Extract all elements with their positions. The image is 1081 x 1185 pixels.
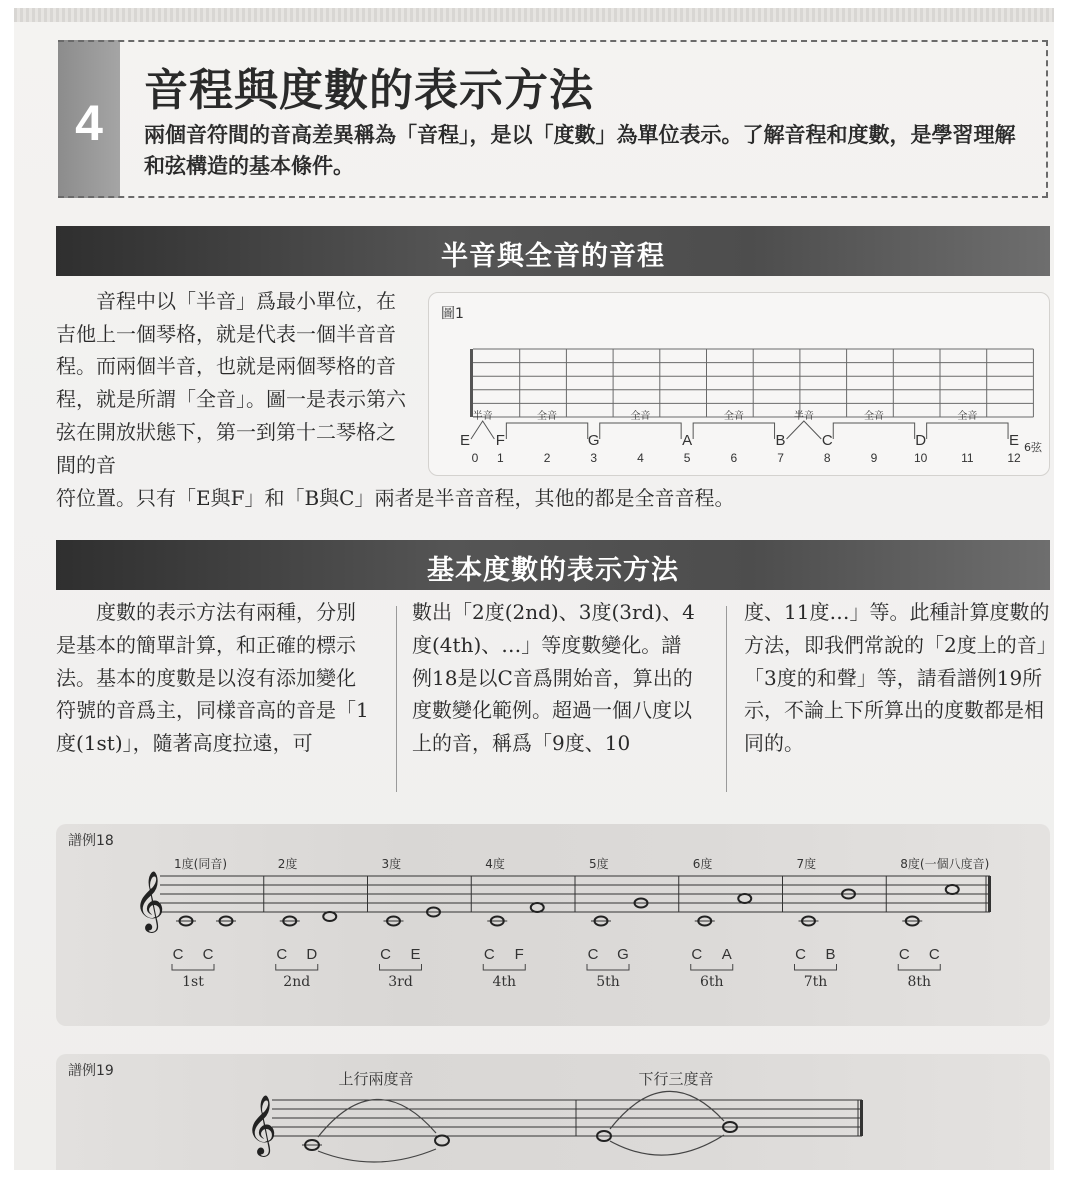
fret-number: 7 bbox=[777, 451, 784, 465]
fretboard-nut bbox=[470, 349, 473, 417]
page-title: 音程與度數的表示方法 bbox=[144, 65, 594, 116]
figure-1-label: 圖1 bbox=[441, 306, 464, 322]
interval-label: 全音 bbox=[957, 411, 978, 422]
fret-number: 0 bbox=[471, 451, 479, 465]
interval-bracket bbox=[172, 964, 214, 970]
whole-note bbox=[738, 894, 751, 903]
ordinal-label: 7th bbox=[803, 974, 828, 990]
ordinal-label: 5th bbox=[596, 974, 620, 990]
top-band bbox=[14, 8, 1054, 22]
fret-number: 11 bbox=[961, 451, 974, 465]
note-name: C bbox=[202, 946, 214, 963]
figure-1 bbox=[428, 292, 1050, 476]
score-example-18 bbox=[56, 824, 1050, 1026]
note-letter: E bbox=[459, 432, 471, 449]
degree-label: 4度 bbox=[485, 857, 505, 871]
section-bar-semitone bbox=[56, 226, 1050, 276]
note-letter: B bbox=[775, 432, 786, 449]
semitone-paragraph: 音程中以「半音」爲最小單位，在吉他上一個琴格，就是代表一個半音音程。而兩個半音，也就是兩個琴格的音程，就是所謂「全音」。圖一是表示第六弦在開放狀態下，第一到第十二琴格之間的音 bbox=[56, 289, 406, 477]
note-name: G bbox=[617, 946, 629, 963]
fret-number: 2 bbox=[543, 451, 551, 465]
ordinal-label: 6th bbox=[699, 974, 724, 990]
interval-bracket bbox=[483, 964, 525, 970]
degrees-column-2: 數出「2度(2nd)、3度(3rd)、4度(4th)、…」等度數變化。譜例18是以C音爲開始音，算出的度數變化範例。超過一個八度以上的音，稱爲「9度、10 bbox=[412, 600, 695, 756]
upper-label: 下行三度音 bbox=[638, 1070, 714, 1088]
note-name: B bbox=[825, 946, 836, 963]
degree-label: 6度 bbox=[692, 857, 713, 871]
fret-number: 5 bbox=[683, 451, 691, 465]
note-letter: C bbox=[821, 432, 833, 449]
degree-label: 2度 bbox=[277, 857, 298, 871]
fret-number: 4 bbox=[637, 451, 644, 465]
interval-bracket bbox=[276, 964, 318, 970]
fret-number: 9 bbox=[870, 451, 878, 465]
semitone-bracket bbox=[787, 421, 822, 439]
interval-label: 半音 bbox=[793, 411, 814, 422]
interval-bracket bbox=[587, 964, 629, 970]
note-name: F bbox=[514, 946, 524, 963]
interval-bracket bbox=[691, 964, 733, 970]
final-bar-thick bbox=[860, 1100, 863, 1136]
interval-bracket bbox=[898, 964, 940, 970]
whole-note bbox=[435, 1136, 449, 1146]
note-name: C bbox=[483, 946, 495, 963]
fret-number: 1 bbox=[497, 451, 504, 465]
semitone-paragraph-end: 符位置。只有「E與F」和「B與C」兩者是半音音程，其他的都是全音音程。 bbox=[56, 486, 735, 510]
fret-number: 6 bbox=[730, 451, 738, 465]
degree-label: 1度(同音) bbox=[174, 857, 227, 871]
interval-label: 全音 bbox=[723, 411, 744, 422]
treble-clef-icon: 𝄞 bbox=[134, 871, 165, 931]
note-name: C bbox=[587, 946, 599, 963]
note-name: C bbox=[898, 946, 910, 963]
ordinal-label: 1st bbox=[182, 974, 204, 990]
note-name: C bbox=[795, 946, 806, 963]
arc-arrow bbox=[610, 1135, 724, 1155]
interval-label: 半音 bbox=[472, 411, 493, 422]
final-bar-thick bbox=[988, 876, 991, 912]
note-letter: F bbox=[495, 432, 505, 449]
semitone-bracket bbox=[471, 421, 494, 439]
wholetone-bracket bbox=[693, 423, 774, 439]
example-18-label: 譜例18 bbox=[68, 833, 114, 849]
fret-number: 8 bbox=[823, 451, 831, 465]
score-example-19 bbox=[56, 1054, 1050, 1170]
whole-note bbox=[323, 912, 336, 921]
fretboard-diagram bbox=[429, 293, 1049, 475]
wholetone-bracket bbox=[927, 423, 1008, 439]
treble-clef-icon: 𝄞 bbox=[246, 1095, 277, 1155]
intro-text: 兩個音符間的音高差異稱為「音程」，是以「度數」為單位表示。了解音程和度數，是學習理解和弦構造的基本條件。 bbox=[144, 123, 1016, 178]
note-name: E bbox=[410, 946, 421, 963]
degree-label: 3度 bbox=[381, 857, 402, 871]
note-name: C bbox=[380, 946, 391, 963]
ordinal-label: 4th bbox=[492, 974, 517, 990]
arc-arrow bbox=[318, 1149, 436, 1162]
ordinal-label: 3rd bbox=[388, 974, 413, 990]
note-name: D bbox=[306, 946, 318, 963]
note-name: C bbox=[691, 946, 703, 963]
section-heading-degrees: 基本度數的表示方法 bbox=[427, 555, 679, 586]
upper-label: 上行兩度音 bbox=[338, 1070, 414, 1088]
degree-label: 7度 bbox=[796, 857, 817, 871]
interval-label: 全音 bbox=[537, 411, 558, 422]
whole-note bbox=[946, 885, 959, 894]
page bbox=[14, 8, 1054, 1170]
example-19-label: 譜例19 bbox=[68, 1063, 114, 1079]
string-label: 6弦 bbox=[1024, 441, 1042, 454]
section-heading-semitone: 半音與全音的音程 bbox=[441, 241, 665, 272]
arc-arrow bbox=[610, 1091, 724, 1129]
note-letter: A bbox=[682, 432, 693, 449]
interval-label: 全音 bbox=[863, 411, 884, 422]
wholetone-bracket bbox=[833, 423, 914, 439]
ordinal-label: 8th bbox=[907, 974, 932, 990]
column-divider bbox=[396, 606, 397, 792]
section-number: 4 bbox=[75, 95, 103, 151]
degree-label: 5度 bbox=[589, 857, 609, 871]
column-divider bbox=[726, 606, 727, 792]
example-18-staff bbox=[56, 824, 1050, 1026]
note-letter: D bbox=[915, 432, 927, 449]
wholetone-bracket bbox=[506, 423, 587, 439]
fret-number: 12 bbox=[1007, 451, 1021, 465]
whole-note bbox=[531, 903, 544, 912]
note-letter: E bbox=[1009, 432, 1020, 449]
degrees-column-1: 度數的表示方法有兩種，分別是基本的簡單計算，和正確的標示法。基本的度數是以沒有添加變化符號的音爲主，同樣音高的音是「1度(1st)」，隨著高度拉遠，可 bbox=[56, 600, 369, 756]
fret-number: 10 bbox=[913, 451, 928, 465]
ordinal-label: 2nd bbox=[283, 974, 311, 990]
note-name: C bbox=[928, 946, 940, 963]
interval-bracket bbox=[795, 964, 837, 970]
note-name: C bbox=[276, 946, 288, 963]
note-name: C bbox=[172, 946, 184, 963]
note-name: A bbox=[721, 946, 732, 963]
section-bar-degrees bbox=[56, 540, 1050, 590]
wholetone-bracket bbox=[600, 423, 681, 439]
example-19-staff bbox=[56, 1054, 1050, 1170]
degree-label: 8度(一個八度音) bbox=[900, 857, 990, 871]
degrees-column-3: 度、11度…」等。此種計算度數的方法，即我們常說的「2度上的音」「3度的和聲」等，請看譜例19所示，不論上下所算出的度數都是相同的。 bbox=[744, 600, 1050, 756]
note-letter: G bbox=[587, 432, 600, 449]
interval-label: 全音 bbox=[630, 411, 651, 422]
interval-bracket bbox=[380, 964, 422, 970]
fret-number: 3 bbox=[590, 451, 598, 465]
